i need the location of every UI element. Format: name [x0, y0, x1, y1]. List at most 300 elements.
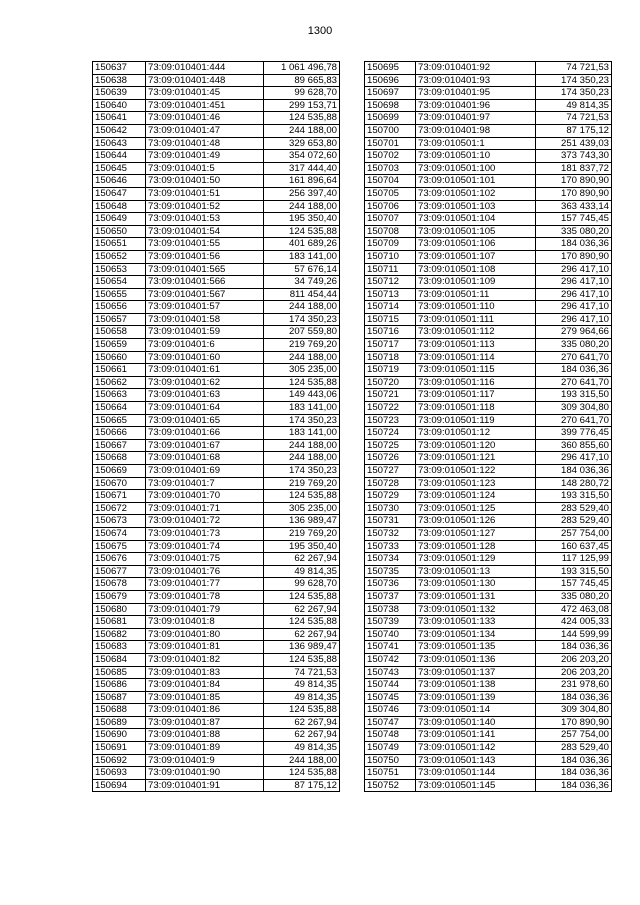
- row-number-cell: 150739: [365, 616, 416, 629]
- table-row: [365, 742, 612, 755]
- cadastral-number-cell: 73:09:010501:11: [416, 288, 536, 301]
- cadastral-number-cell: 73:09:010401:5: [146, 162, 264, 175]
- cadastral-value-cell: 174 350,23: [536, 87, 612, 100]
- table-row: [93, 427, 340, 440]
- cadastral-number-cell: 73:09:010501:110: [416, 301, 536, 314]
- row-number-cell: 150688: [93, 704, 146, 717]
- table-row: [93, 137, 340, 150]
- row-number-cell: 150668: [93, 452, 146, 465]
- row-number-cell: 150642: [93, 124, 146, 137]
- table-row: [93, 150, 340, 163]
- table-row: [365, 666, 612, 679]
- cadastral-value-cell: 354 072,60: [264, 150, 340, 163]
- cadastral-value-cell: 49 814,35: [264, 679, 340, 692]
- table-row: [93, 276, 340, 289]
- cadastral-value-cell: 193 315,50: [536, 389, 612, 402]
- table-row: [365, 213, 612, 226]
- row-number-cell: 150665: [93, 414, 146, 427]
- row-number-cell: 150689: [93, 716, 146, 729]
- cadastral-value-cell: 183 141,00: [264, 427, 340, 440]
- cadastral-value-cell: 184 036,36: [536, 238, 612, 251]
- table-row: [365, 779, 612, 792]
- table-row: [93, 515, 340, 528]
- cadastral-value-cell: 317 444,40: [264, 162, 340, 175]
- cadastral-value-cell: 184 036,36: [536, 767, 612, 780]
- cadastral-number-cell: 73:09:010401:92: [416, 62, 536, 75]
- table-row: [93, 603, 340, 616]
- table-row: [93, 288, 340, 301]
- table-row: [365, 74, 612, 87]
- cadastral-value-table-right: [364, 61, 612, 792]
- cadastral-number-cell: 73:09:010401:46: [146, 112, 264, 125]
- cadastral-number-cell: 73:09:010501:107: [416, 250, 536, 263]
- cadastral-value-cell: 206 203,20: [536, 653, 612, 666]
- cadastral-number-cell: 73:09:010501:112: [416, 326, 536, 339]
- table-row: [365, 351, 612, 364]
- cadastral-number-cell: 73:09:010401:84: [146, 679, 264, 692]
- row-number-cell: 150698: [365, 99, 416, 112]
- cadastral-value-cell: 296 417,10: [536, 452, 612, 465]
- row-number-cell: 150694: [93, 779, 146, 792]
- table-row: [93, 666, 340, 679]
- cadastral-number-cell: 73:09:010501:103: [416, 200, 536, 213]
- table-row: [93, 452, 340, 465]
- cadastral-number-cell: 73:09:010401:86: [146, 704, 264, 717]
- row-number-cell: 150695: [365, 62, 416, 75]
- table-row: [365, 515, 612, 528]
- cadastral-number-cell: 73:09:010401:45: [146, 87, 264, 100]
- row-number-cell: 150701: [365, 137, 416, 150]
- table-row: [93, 616, 340, 629]
- cadastral-number-cell: 73:09:010401:64: [146, 402, 264, 415]
- row-number-cell: 150639: [93, 87, 146, 100]
- row-number-cell: 150747: [365, 716, 416, 729]
- row-number-cell: 150676: [93, 553, 146, 566]
- table-row: [365, 313, 612, 326]
- row-number-cell: 150746: [365, 704, 416, 717]
- table-row: [365, 200, 612, 213]
- row-number-cell: 150696: [365, 74, 416, 87]
- cadastral-value-cell: 74 721,53: [536, 112, 612, 125]
- cadastral-value-cell: 219 769,20: [264, 527, 340, 540]
- row-number-cell: 150682: [93, 628, 146, 641]
- cadastral-number-cell: 73:09:010401:48: [146, 137, 264, 150]
- cadastral-number-cell: 73:09:010401:565: [146, 263, 264, 276]
- cadastral-value-cell: 296 417,10: [536, 276, 612, 289]
- table-row: [93, 162, 340, 175]
- row-number-cell: 150684: [93, 653, 146, 666]
- cadastral-value-cell: 99 628,70: [264, 87, 340, 100]
- cadastral-number-cell: 73:09:010501:100: [416, 162, 536, 175]
- table-row: [93, 414, 340, 427]
- cadastral-value-cell: 251 439,03: [536, 137, 612, 150]
- table-row: [93, 767, 340, 780]
- row-number-cell: 150750: [365, 754, 416, 767]
- table-row: [365, 590, 612, 603]
- cadastral-number-cell: 73:09:010501:131: [416, 590, 536, 603]
- cadastral-number-cell: 73:09:010401:68: [146, 452, 264, 465]
- table-row: [93, 326, 340, 339]
- row-number-cell: 150680: [93, 603, 146, 616]
- table-row: [93, 62, 340, 75]
- row-number-cell: 150721: [365, 389, 416, 402]
- cadastral-value-cell: 244 188,00: [264, 351, 340, 364]
- cadastral-value-cell: 49 814,35: [264, 742, 340, 755]
- row-number-cell: 150660: [93, 351, 146, 364]
- row-number-cell: 150741: [365, 641, 416, 654]
- cadastral-value-cell: 124 535,88: [264, 767, 340, 780]
- row-number-cell: 150679: [93, 590, 146, 603]
- table-row: [365, 540, 612, 553]
- table-row: [365, 553, 612, 566]
- cadastral-value-cell: 74 721,53: [536, 62, 612, 75]
- cadastral-value-cell: 124 535,88: [264, 590, 340, 603]
- row-number-cell: 150720: [365, 376, 416, 389]
- cadastral-value-cell: 244 188,00: [264, 452, 340, 465]
- table-row: [93, 187, 340, 200]
- table-row: [365, 754, 612, 767]
- row-number-cell: 150697: [365, 87, 416, 100]
- row-number-cell: 150731: [365, 515, 416, 528]
- cadastral-number-cell: 73:09:010501:141: [416, 729, 536, 742]
- table-row: [365, 704, 612, 717]
- cadastral-value-cell: 219 769,20: [264, 477, 340, 490]
- row-number-cell: 150690: [93, 729, 146, 742]
- cadastral-number-cell: 73:09:010501:118: [416, 402, 536, 415]
- row-number-cell: 150703: [365, 162, 416, 175]
- cadastral-number-cell: 73:09:010401:63: [146, 389, 264, 402]
- table-row: [93, 402, 340, 415]
- row-number-cell: 150638: [93, 74, 146, 87]
- cadastral-number-cell: 73:09:010501:101: [416, 175, 536, 188]
- cadastral-number-cell: 73:09:010401:60: [146, 351, 264, 364]
- table-row: [365, 238, 612, 251]
- table-row: [93, 565, 340, 578]
- cadastral-number-cell: 73:09:010501:137: [416, 666, 536, 679]
- cadastral-value-cell: 174 350,23: [264, 465, 340, 478]
- cadastral-number-cell: 73:09:010401:66: [146, 427, 264, 440]
- row-number-cell: 150658: [93, 326, 146, 339]
- table-row: [93, 641, 340, 654]
- cadastral-number-cell: 73:09:010501:135: [416, 641, 536, 654]
- table-row: [93, 716, 340, 729]
- cadastral-value-cell: 206 203,20: [536, 666, 612, 679]
- row-number-cell: 150719: [365, 364, 416, 377]
- row-number-cell: 150659: [93, 339, 146, 352]
- table-row: [365, 225, 612, 238]
- cadastral-value-cell: 219 769,20: [264, 339, 340, 352]
- cadastral-number-cell: 73:09:010401:82: [146, 653, 264, 666]
- cadastral-value-cell: 136 989,47: [264, 641, 340, 654]
- cadastral-value-cell: 184 036,36: [536, 364, 612, 377]
- cadastral-value-cell: 373 743,30: [536, 150, 612, 163]
- row-number-cell: 150691: [93, 742, 146, 755]
- table-row: [93, 200, 340, 213]
- cadastral-value-cell: 124 535,88: [264, 616, 340, 629]
- cadastral-value-cell: 62 267,94: [264, 603, 340, 616]
- cadastral-number-cell: 73:09:010401:7: [146, 477, 264, 490]
- row-number-cell: 150744: [365, 679, 416, 692]
- cadastral-number-cell: 73:09:010401:77: [146, 578, 264, 591]
- cadastral-value-cell: 170 890,90: [536, 250, 612, 263]
- cadastral-number-cell: 73:09:010501:133: [416, 616, 536, 629]
- cadastral-value-cell: 329 653,80: [264, 137, 340, 150]
- cadastral-number-cell: 73:09:010401:83: [146, 666, 264, 679]
- cadastral-value-cell: 174 350,23: [264, 313, 340, 326]
- cadastral-number-cell: 73:09:010401:73: [146, 527, 264, 540]
- table-row: [93, 124, 340, 137]
- cadastral-value-cell: 183 141,00: [264, 402, 340, 415]
- cadastral-number-cell: 73:09:010501:13: [416, 565, 536, 578]
- row-number-cell: 150734: [365, 553, 416, 566]
- cadastral-value-cell: 184 036,36: [536, 779, 612, 792]
- cadastral-value-cell: 257 754,00: [536, 527, 612, 540]
- cadastral-number-cell: 73:09:010401:53: [146, 213, 264, 226]
- row-number-cell: 150644: [93, 150, 146, 163]
- cadastral-value-cell: 183 141,00: [264, 250, 340, 263]
- cadastral-number-cell: 73:09:010401:58: [146, 313, 264, 326]
- row-number-cell: 150681: [93, 616, 146, 629]
- row-number-cell: 150699: [365, 112, 416, 125]
- row-number-cell: 150717: [365, 339, 416, 352]
- cadastral-number-cell: 73:09:010401:76: [146, 565, 264, 578]
- cadastral-number-cell: 73:09:010401:56: [146, 250, 264, 263]
- table-row: [93, 74, 340, 87]
- table-row: [93, 590, 340, 603]
- cadastral-value-cell: 270 641,70: [536, 351, 612, 364]
- row-number-cell: 150685: [93, 666, 146, 679]
- cadastral-value-cell: 148 280,72: [536, 477, 612, 490]
- row-number-cell: 150716: [365, 326, 416, 339]
- cadastral-number-cell: 73:09:010401:444: [146, 62, 264, 75]
- cadastral-value-cell: 184 036,36: [536, 465, 612, 478]
- table-row: [93, 250, 340, 263]
- cadastral-value-cell: 279 964,66: [536, 326, 612, 339]
- cadastral-number-cell: 73:09:010401:59: [146, 326, 264, 339]
- cadastral-value-cell: 144 599,99: [536, 628, 612, 641]
- table-row: [365, 716, 612, 729]
- row-number-cell: 150650: [93, 225, 146, 238]
- cadastral-number-cell: 73:09:010501:136: [416, 653, 536, 666]
- cadastral-value-cell: 270 641,70: [536, 414, 612, 427]
- row-number-cell: 150723: [365, 414, 416, 427]
- page-number: 1300: [307, 25, 333, 37]
- row-number-cell: 150702: [365, 150, 416, 163]
- cadastral-value-cell: 335 080,20: [536, 339, 612, 352]
- row-number-cell: 150725: [365, 439, 416, 452]
- row-number-cell: 150728: [365, 477, 416, 490]
- table-row: [365, 175, 612, 188]
- table-row: [365, 263, 612, 276]
- cadastral-value-cell: 184 036,36: [536, 641, 612, 654]
- cadastral-number-cell: 73:09:010501:145: [416, 779, 536, 792]
- cadastral-number-cell: 73:09:010401:69: [146, 465, 264, 478]
- cadastral-value-cell: 160 637,45: [536, 540, 612, 553]
- row-number-cell: 150648: [93, 200, 146, 213]
- cadastral-number-cell: 73:09:010401:9: [146, 754, 264, 767]
- cadastral-number-cell: 73:09:010401:57: [146, 301, 264, 314]
- row-number-cell: 150672: [93, 502, 146, 515]
- row-number-cell: 150640: [93, 99, 146, 112]
- cadastral-value-cell: 309 304,80: [536, 704, 612, 717]
- cadastral-value-cell: 283 529,40: [536, 742, 612, 755]
- cadastral-number-cell: 73:09:010501:119: [416, 414, 536, 427]
- cadastral-number-cell: 73:09:010401:78: [146, 590, 264, 603]
- cadastral-number-cell: 73:09:010401:62: [146, 376, 264, 389]
- cadastral-number-cell: 73:09:010401:89: [146, 742, 264, 755]
- table-row: [365, 339, 612, 352]
- table-row: [365, 439, 612, 452]
- cadastral-value-cell: 99 628,70: [264, 578, 340, 591]
- table-row: [365, 112, 612, 125]
- cadastral-value-cell: 62 267,94: [264, 553, 340, 566]
- cadastral-value-cell: 62 267,94: [264, 716, 340, 729]
- cadastral-value-cell: 149 443,06: [264, 389, 340, 402]
- table-row: [93, 527, 340, 540]
- cadastral-number-cell: 73:09:010501:121: [416, 452, 536, 465]
- row-number-cell: 150708: [365, 225, 416, 238]
- cadastral-number-cell: 73:09:010401:87: [146, 716, 264, 729]
- row-number-cell: 150732: [365, 527, 416, 540]
- table-row: [93, 351, 340, 364]
- table-row: [93, 653, 340, 666]
- cadastral-number-cell: 73:09:010501:144: [416, 767, 536, 780]
- cadastral-value-cell: 270 641,70: [536, 376, 612, 389]
- cadastral-value-cell: 309 304,80: [536, 402, 612, 415]
- table-row: [93, 553, 340, 566]
- table-row: [365, 628, 612, 641]
- cadastral-number-cell: 73:09:010501:116: [416, 376, 536, 389]
- row-number-cell: 150727: [365, 465, 416, 478]
- cadastral-number-cell: 73:09:010401:75: [146, 553, 264, 566]
- table-row: [365, 653, 612, 666]
- row-number-cell: 150637: [93, 62, 146, 75]
- cadastral-value-cell: 49 814,35: [536, 99, 612, 112]
- cadastral-value-cell: 89 665,83: [264, 74, 340, 87]
- table-row: [365, 162, 612, 175]
- cadastral-number-cell: 73:09:010501:126: [416, 515, 536, 528]
- cadastral-value-cell: 136 989,47: [264, 515, 340, 528]
- cadastral-number-cell: 73:09:010401:71: [146, 502, 264, 515]
- cadastral-number-cell: 73:09:010501:125: [416, 502, 536, 515]
- table-row: [365, 427, 612, 440]
- cadastral-value-cell: 363 433,14: [536, 200, 612, 213]
- cadastral-number-cell: 73:09:010501:111: [416, 313, 536, 326]
- cadastral-number-cell: 73:09:010501:127: [416, 527, 536, 540]
- table-row: [93, 502, 340, 515]
- cadastral-value-cell: 170 890,90: [536, 716, 612, 729]
- cadastral-value-cell: 296 417,10: [536, 301, 612, 314]
- cadastral-value-cell: 87 175,12: [536, 124, 612, 137]
- cadastral-number-cell: 73:09:010401:67: [146, 439, 264, 452]
- cadastral-value-cell: 283 529,40: [536, 502, 612, 515]
- cadastral-number-cell: 73:09:010401:50: [146, 175, 264, 188]
- cadastral-number-cell: 73:09:010501:120: [416, 439, 536, 452]
- row-number-cell: 150652: [93, 250, 146, 263]
- table-row: [365, 616, 612, 629]
- row-number-cell: 150706: [365, 200, 416, 213]
- cadastral-number-cell: 73:09:010401:91: [146, 779, 264, 792]
- cadastral-value-cell: 170 890,90: [536, 175, 612, 188]
- cadastral-value-cell: 244 188,00: [264, 439, 340, 452]
- cadastral-value-cell: 335 080,20: [536, 590, 612, 603]
- table-row: [93, 376, 340, 389]
- row-number-cell: 150655: [93, 288, 146, 301]
- cadastral-number-cell: 73:09:010501:129: [416, 553, 536, 566]
- cadastral-number-cell: 73:09:010501:114: [416, 351, 536, 364]
- cadastral-number-cell: 73:09:010501:10: [416, 150, 536, 163]
- cadastral-value-cell: 472 463,08: [536, 603, 612, 616]
- cadastral-value-cell: 124 535,88: [264, 376, 340, 389]
- cadastral-number-cell: 73:09:010401:49: [146, 150, 264, 163]
- table-row: [93, 729, 340, 742]
- table-row: [365, 276, 612, 289]
- row-number-cell: 150740: [365, 628, 416, 641]
- table-row: [93, 540, 340, 553]
- table-row: [365, 99, 612, 112]
- table-row: [93, 679, 340, 692]
- cadastral-value-cell: 424 005,33: [536, 616, 612, 629]
- row-number-cell: 150729: [365, 490, 416, 503]
- row-number-cell: 150664: [93, 402, 146, 415]
- row-number-cell: 150751: [365, 767, 416, 780]
- row-number-cell: 150647: [93, 187, 146, 200]
- row-number-cell: 150718: [365, 351, 416, 364]
- table-row: [365, 124, 612, 137]
- cadastral-value-cell: 244 188,00: [264, 200, 340, 213]
- cadastral-value-cell: 124 535,88: [264, 112, 340, 125]
- cadastral-number-cell: 73:09:010501:139: [416, 691, 536, 704]
- table-row: [365, 62, 612, 75]
- table-row: [365, 376, 612, 389]
- cadastral-value-cell: 49 814,35: [264, 565, 340, 578]
- cadastral-number-cell: 73:09:010401:55: [146, 238, 264, 251]
- row-number-cell: 150686: [93, 679, 146, 692]
- cadastral-value-cell: 184 036,36: [536, 691, 612, 704]
- cadastral-number-cell: 73:09:010401:566: [146, 276, 264, 289]
- table-row: [365, 250, 612, 263]
- row-number-cell: 150643: [93, 137, 146, 150]
- table-row: [93, 225, 340, 238]
- cadastral-value-cell: 74 721,53: [264, 666, 340, 679]
- cadastral-number-cell: 73:09:010401:90: [146, 767, 264, 780]
- row-number-cell: 150738: [365, 603, 416, 616]
- row-number-cell: 150709: [365, 238, 416, 251]
- row-number-cell: 150700: [365, 124, 416, 137]
- cadastral-number-cell: 73:09:010401:81: [146, 641, 264, 654]
- table-row: [93, 628, 340, 641]
- cadastral-value-cell: 124 535,88: [264, 490, 340, 503]
- cadastral-value-cell: 181 837,72: [536, 162, 612, 175]
- cadastral-number-cell: 73:09:010501:142: [416, 742, 536, 755]
- cadastral-number-cell: 73:09:010401:448: [146, 74, 264, 87]
- table-row: [365, 452, 612, 465]
- cadastral-number-cell: 73:09:010501:106: [416, 238, 536, 251]
- cadastral-number-cell: 73:09:010501:122: [416, 465, 536, 478]
- cadastral-value-cell: 62 267,94: [264, 729, 340, 742]
- cadastral-value-cell: 174 350,23: [536, 74, 612, 87]
- cadastral-number-cell: 73:09:010501:102: [416, 187, 536, 200]
- row-number-cell: 150733: [365, 540, 416, 553]
- cadastral-value-cell: 305 235,00: [264, 364, 340, 377]
- cadastral-value-cell: 244 188,00: [264, 754, 340, 767]
- row-number-cell: 150687: [93, 691, 146, 704]
- cadastral-value-cell: 401 689,26: [264, 238, 340, 251]
- cadastral-number-cell: 73:09:010401:74: [146, 540, 264, 553]
- row-number-cell: 150670: [93, 477, 146, 490]
- cadastral-value-cell: 157 745,45: [536, 578, 612, 591]
- table-row: [93, 477, 340, 490]
